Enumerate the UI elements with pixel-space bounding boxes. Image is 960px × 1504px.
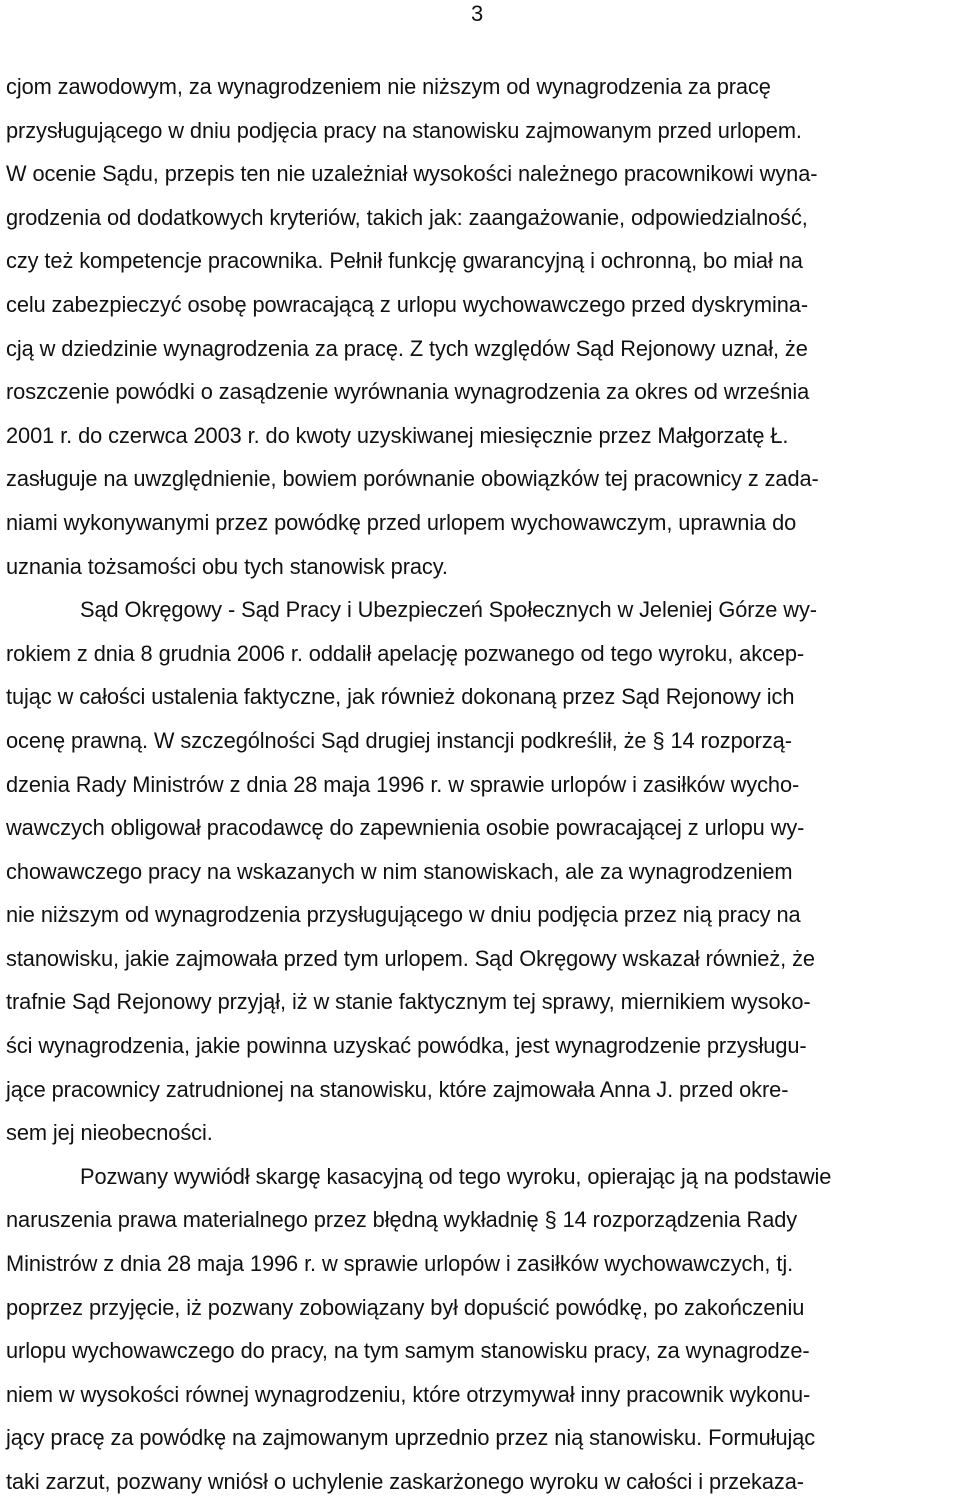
text-line: wawczych obligował pracodawcę do zapewnienia osobie powracającej z urlopu wy- bbox=[6, 815, 805, 841]
text-line: 2001 r. do czerwca 2003 r. do kwoty uzyskiwanej miesięcznie przez Małgorzatę Ł. bbox=[6, 422, 789, 448]
text-line: jące pracownicy zatrudnionej na stanowisku, które zajmowała Anna J. przed okre- bbox=[6, 1076, 789, 1102]
text-line: urlopu wychowawczego do pracy, na tym samym stanowisku pracy, za wynagrodze- bbox=[6, 1338, 810, 1364]
text-line: tując w całości ustalenia faktyczne, jak również dokonaną przez Sąd Rejonowy ich bbox=[6, 684, 795, 710]
text-line: naruszenia prawa materialnego przez błędną wykładnię § 14 rozporządzenia Rady bbox=[6, 1207, 798, 1233]
text-line: rokiem z dnia 8 grudnia 2006 r. oddalił apelację pozwanego od tego wyroku, akcep- bbox=[6, 640, 805, 666]
text-line: Pozwany wywiódł skargę kasacyjną od tego wyroku, opierając ją na podstawie bbox=[80, 1163, 832, 1189]
text-line: zasługuje na uwzględnienie, bowiem porównanie obowiązków tej pracownicy z zada- bbox=[6, 466, 819, 492]
text-line: ocenę prawną. W szczególności Sąd drugiej instancji podkreślił, że § 14 rozporzą- bbox=[6, 727, 792, 753]
text-line: czy też kompetencje pracownika. Pełnił funkcję gwarancyjną i ochronną, bo miał na bbox=[6, 248, 803, 274]
page-number: 3 bbox=[471, 1, 484, 26]
text-line: cjom zawodowym, za wynagrodzeniem nie niższym od wynagrodzenia za pracę bbox=[6, 74, 771, 99]
paragraph-1 bbox=[6, 65, 960, 588]
text-line: niem w wysokości równej wynagrodzeniu, które otrzymywał inny pracownik wykonu- bbox=[6, 1381, 811, 1407]
text-line: poprzez przyjęcie, iż pozwany zobowiązany był dopuścić powódkę, po zakończeniu bbox=[6, 1294, 805, 1320]
text-line: stanowisku, jakie zajmowała przed tym urlopem. Sąd Okręgowy wskazał również, że bbox=[6, 945, 815, 971]
text-line: chowawczego pracy na wskazanych w nim stanowiskach, ale za wynagrodzeniem bbox=[6, 858, 793, 884]
text-line: dzenia Rady Ministrów z dnia 28 maja 1996 r. w sprawie urlopów i zasiłków wycho- bbox=[6, 771, 800, 797]
text-line: taki zarzut, pozwany wniósł o uchylenie zaskarżonego wyroku w całości i przekaza- bbox=[6, 1469, 804, 1494]
text-line: Sąd Okręgowy - Sąd Pracy i Ubezpieczeń Społecznych w Jeleniej Górze wy- bbox=[80, 597, 817, 623]
text-line: przysługującego w dniu podjęcia pracy na stanowisku zajmowanym przed urlopem. bbox=[6, 117, 802, 143]
text-line: jący pracę za powódkę na zajmowanym uprzednio przez nią stanowisku. Formułując bbox=[6, 1425, 816, 1451]
text-line: trafnie Sąd Rejonowy przyjął, iż w stanie faktycznym tej sprawy, miernikiem wysoko- bbox=[6, 989, 811, 1015]
text-line: Ministrów z dnia 28 maja 1996 r. w sprawie urlopów i zasiłków wychowawczych, tj. bbox=[6, 1251, 794, 1277]
text-line: sem jej nieobecności. bbox=[6, 1120, 213, 1146]
text-line: celu zabezpieczyć osobę powracającą z urlopu wychowawczego przed dyskrymina- bbox=[6, 291, 809, 317]
document-body bbox=[6, 65, 960, 1504]
paragraph-3 bbox=[6, 1155, 960, 1504]
text-line: ści wynagrodzenia, jakie powinna uzyskać powódka, jest wynagrodzenie przysługu- bbox=[6, 1033, 807, 1059]
text-line: grodzenia od dodatkowych kryteriów, takich jak: zaangażowanie, odpowiedzialność, bbox=[6, 204, 808, 230]
text-line: nie niższym od wynagrodzenia przysługującego w dniu podjęcia przez nią pracy na bbox=[6, 902, 801, 928]
text-line: niami wykonywanymi przez powódkę przed urlopem wychowawczym, uprawnia do bbox=[6, 509, 797, 535]
text-line: cją w dziedzinie wynagrodzenia za pracę. Z tych względów Sąd Rejonowy uznał, że bbox=[6, 335, 808, 361]
paragraph-2 bbox=[6, 588, 960, 1155]
text-line: W ocenie Sądu, przepis ten nie uzależniał wysokości należnego pracownikowi wyna- bbox=[6, 161, 818, 187]
text-line: roszczenie powódki o zasądzenie wyrównania wynagrodzenia za okres od września bbox=[6, 379, 810, 405]
text-line: uznania tożsamości obu tych stanowisk pracy. bbox=[6, 553, 448, 579]
